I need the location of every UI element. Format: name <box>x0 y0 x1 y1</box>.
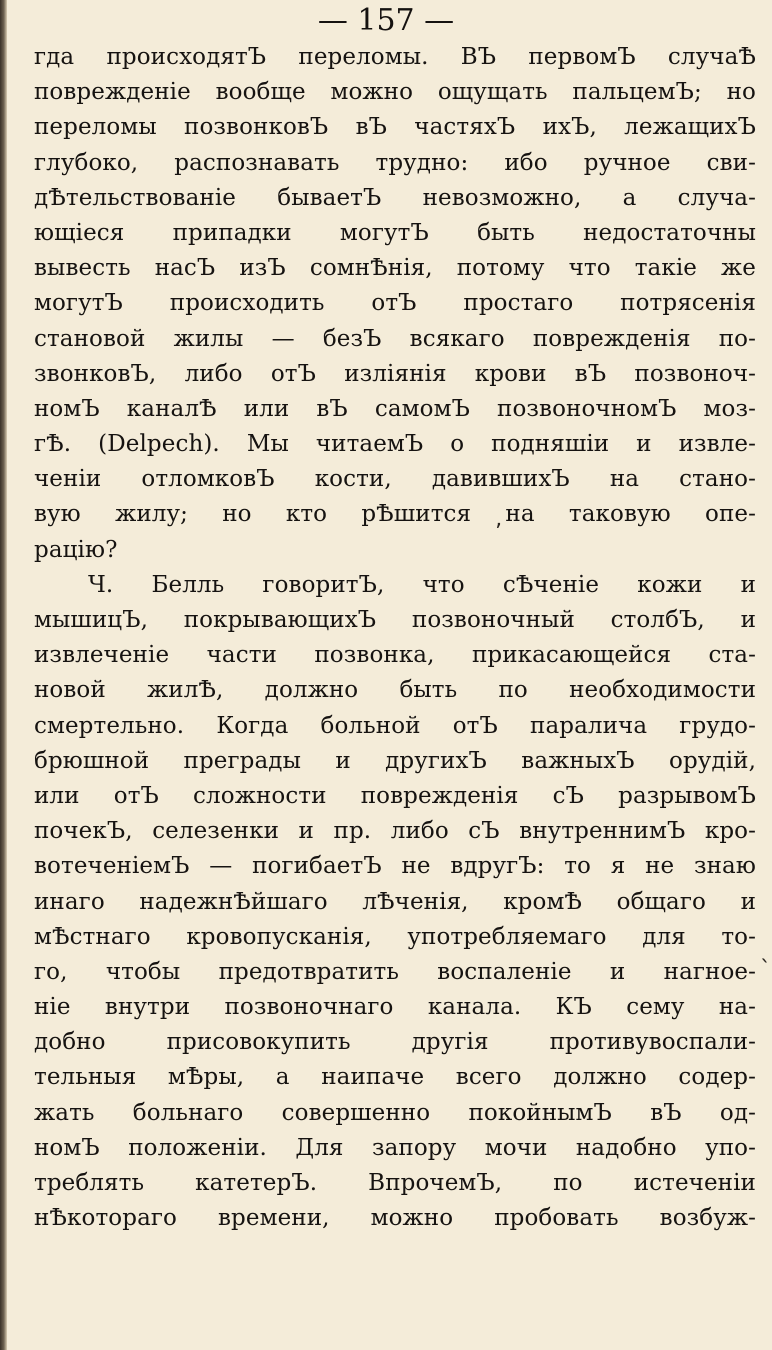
text-line: становой жилы — безЪ всякаго поврежденія по- <box>34 325 756 352</box>
text-line: добно присовокупить другія противувоспали- <box>34 1029 756 1056</box>
text-line: брюшной преграды и другихЪ важныхЪ орудій, <box>34 747 756 774</box>
text-line: звонковЪ, либо отЪ изліянія крови вЪ позвоноч- <box>34 360 756 387</box>
page-number: — 157 — <box>317 3 455 38</box>
text-line: жать больнаго совершенно покойнымЪ вЪ од- <box>34 1099 756 1126</box>
page-body-text <box>34 40 756 1236</box>
text-line: переломы позвонковЪ вЪ частяхЪ ихЪ, лежащихЪ <box>34 114 756 141</box>
text-line: гѢ. (Delpech). Мы читаемЪ о подняшіи и извле- <box>34 431 756 458</box>
text-line: мышицЪ, покрывающихЪ позвоночный столбЪ, и <box>34 607 756 633</box>
text-line: дѢтельствованіе бываетЪ невозможно, а случа- <box>34 184 756 211</box>
page-binding-edge <box>0 0 7 1350</box>
text-line: вотеченіемЪ — погибаетЪ не вдругЪ: то я не знаю <box>34 853 756 880</box>
text-line: ченіи отломковЪ кости, давившихЪ на стано- <box>34 466 756 493</box>
paragraph <box>34 40 756 568</box>
text-line: или отЪ сложности поврежденія сЪ разрывомЪ <box>34 782 756 809</box>
text-line: поврежденіе вообще можно ощущать пальцемЪ; но <box>34 79 756 106</box>
text-line: новой жилѢ, должно быть по необходимости <box>34 677 756 704</box>
text-line: гда происходятЪ переломы. ВЪ первомЪ случаѢ <box>34 44 756 70</box>
text-line: нѢкотораго времени, можно пробовать возбуж- <box>34 1205 756 1232</box>
text-line: глубоко, распознавать трудно: ибо ручное сви- <box>34 149 756 176</box>
ink-speck: ˎ <box>760 938 771 963</box>
ink-speck: ʼ <box>495 520 502 545</box>
text-line: извлеченіе части позвонка, прикасающейся ста- <box>34 642 756 669</box>
text-line: инаго надежнѢйшаго лѢченія, кромѢ общаго и <box>34 888 756 915</box>
text-line: смертельно. Когда больной отЪ паралича грудо- <box>34 712 756 739</box>
paragraph <box>34 568 756 1237</box>
text-line: номЪ каналѢ или вЪ самомЪ позвоночномЪ моз- <box>34 395 756 422</box>
text-line: мѢстнаго кровопусканія, употребляемаго для то- <box>34 923 756 950</box>
text-line: ющіеся припадки могутЪ быть недостаточны <box>34 219 756 246</box>
text-line: Ч. Белль говоритЪ, что сѢченіе кожи и <box>88 571 756 598</box>
text-line: ніе внутри позвоночнаго канала. КЪ сему на- <box>34 994 756 1021</box>
text-line: вую жилу; но кто рѢшится на таковую опе- <box>34 501 756 528</box>
text-line: тельныя мѢры, а наипаче всего должно содер- <box>34 1064 756 1091</box>
text-line: номЪ положеніи. Для запору мочи надобно упо- <box>34 1134 756 1161</box>
text-line: вывесть насЪ изЪ сомнѢнія, потому что такіе же <box>34 255 756 282</box>
text-line: могутЪ происходить отЪ простаго потрясенія <box>34 290 756 317</box>
text-line: го, чтобы предотвратить воспаленіе и нагное- <box>34 958 756 985</box>
text-line: треблять катетерЪ. ВпрочемЪ, по истеченіи <box>34 1170 756 1196</box>
text-line: почекЪ, селезенки и пр. либо сЪ внутреннимЪ кро- <box>34 818 756 845</box>
text-line: рацію? <box>34 536 118 563</box>
